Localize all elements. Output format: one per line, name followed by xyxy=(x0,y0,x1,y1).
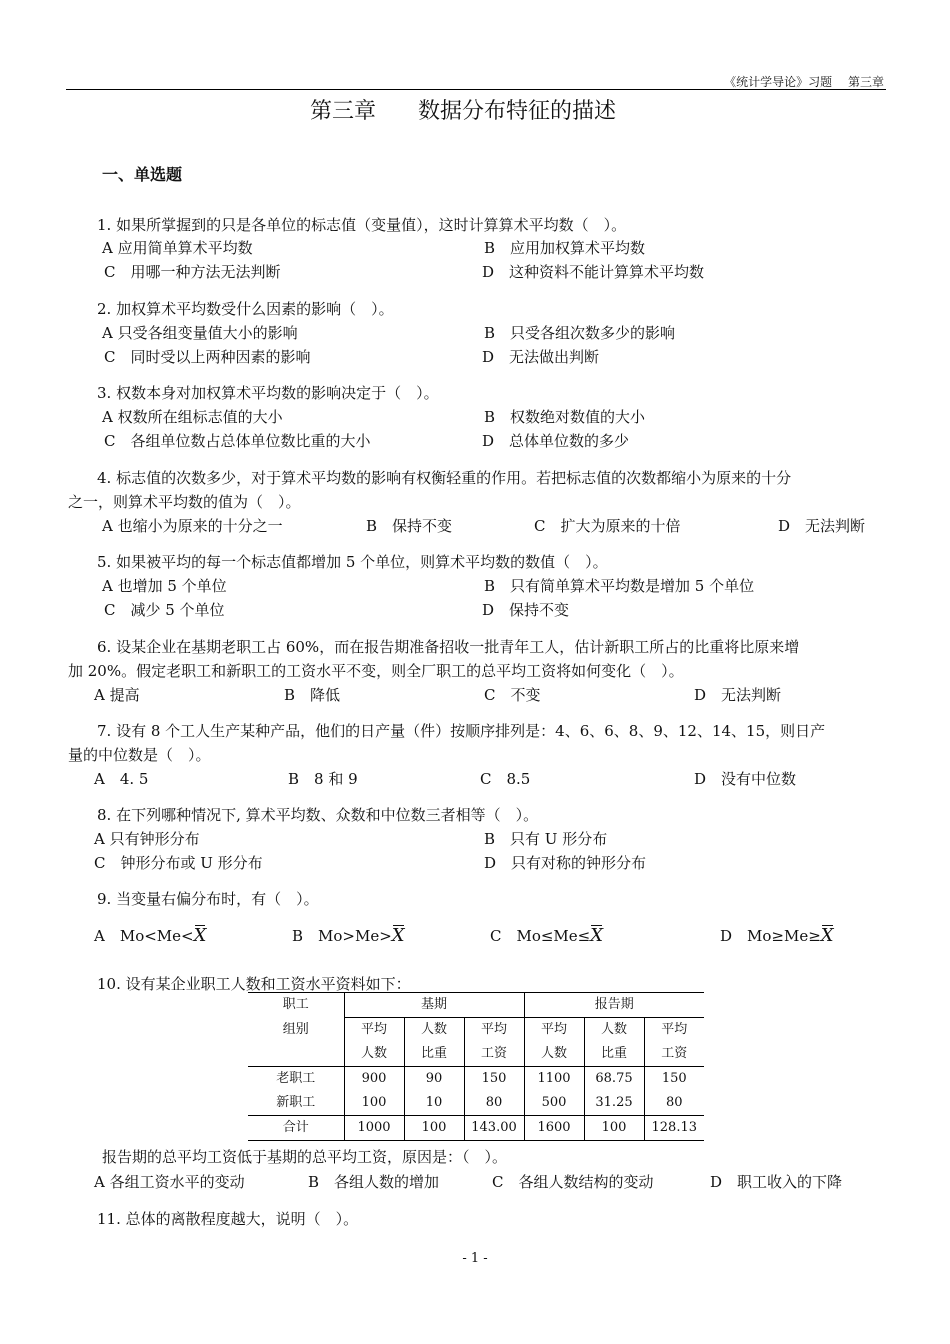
question-7-stem-line2: 量的中位数是（ ）。 xyxy=(68,746,211,764)
q4-option-a: A 也缩小为原来的十分之一 xyxy=(102,517,283,535)
q7-option-b: B 8 和 9 xyxy=(288,770,358,788)
row-label: 合计 xyxy=(248,1116,344,1141)
table-cell: 1100 xyxy=(524,1067,584,1092)
question-7-stem-line1: 7. 设有 8 个工人生产某种产品，他们的日产量（件）按顺序排列是：4、6、6、8、9、12、14、15，则日产 xyxy=(97,722,826,740)
table-subheader: 比重 xyxy=(584,1042,644,1067)
table-row xyxy=(248,1116,704,1141)
table-subheader: 平均 xyxy=(464,1018,524,1043)
q8-option-b: B 只有 U 形分布 xyxy=(484,830,608,848)
q9-option-b: B Mo>Me>X xyxy=(292,925,405,946)
question-5-stem: 5. 如果被平均的每一个标志值都增加 5 个单位，则算术平均数的数值（ ）。 xyxy=(97,553,608,571)
table-cell: 1000 xyxy=(344,1116,404,1141)
question-10-stem: 10. 设有某企业职工人数和工资水平资料如下： xyxy=(97,975,411,993)
table-cell: 68.75 xyxy=(584,1067,644,1092)
table-cell: 90 xyxy=(404,1067,464,1092)
table-cell: 150 xyxy=(464,1067,524,1092)
running-header: 《统计学导论》习题 第三章 xyxy=(724,75,884,89)
table-cell: 80 xyxy=(644,1091,704,1116)
question-3-stem: 3. 权数本身对加权算术平均数的影响决定于（ ）。 xyxy=(97,384,439,402)
table-row xyxy=(248,1091,704,1116)
q5-option-b: B 只有简单算术平均数是增加 5 个单位 xyxy=(484,577,755,595)
table-cell: 100 xyxy=(584,1116,644,1141)
q3-option-c: C 各组单位数占总体单位数比重的大小 xyxy=(104,432,371,450)
page-number: - 1 - xyxy=(462,1251,488,1266)
q7-option-a: A 4. 5 xyxy=(94,770,149,788)
x-bar-symbol: X xyxy=(193,925,207,946)
q4-option-c: C 扩大为原来的十倍 xyxy=(534,517,681,535)
table-row xyxy=(248,1067,704,1092)
table-subheader: 人数 xyxy=(524,1042,584,1067)
question-4-stem-line2: 之一，则算术平均数的值为（ ）。 xyxy=(68,493,301,511)
q5-option-a: A 也增加 5 个单位 xyxy=(102,577,227,595)
question-4-stem-line1: 4. 标志值的次数多少，对于算术平均数的影响有权衡轻重的作用。若把标志值的次数都缩小为原来的十分 xyxy=(97,469,792,487)
q6-option-c: C 不变 xyxy=(484,686,541,704)
table-cell: 10 xyxy=(404,1091,464,1116)
q1-option-c: C 用哪一种方法无法判断 xyxy=(104,263,281,281)
q8-option-a: A 只有钟形分布 xyxy=(94,830,200,848)
q2-option-b: B 只受各组次数多少的影响 xyxy=(484,324,676,342)
row-label: 老职工 xyxy=(276,1071,316,1086)
q4-option-b: B 保持不变 xyxy=(366,517,453,535)
q9-option-d: D Mo≥Me≥X xyxy=(720,925,834,946)
x-bar-symbol: X xyxy=(391,925,405,946)
table-cell: 900 xyxy=(344,1067,404,1092)
table-subheader: 人数 xyxy=(404,1018,464,1043)
q2-option-d: D 无法做出判断 xyxy=(482,348,600,366)
table-corner-line2: 组别 xyxy=(282,1021,309,1037)
question-2-stem: 2. 加权算术平均数受什么因素的影响（ ）。 xyxy=(97,300,394,318)
q10-option-d: D 职工收入的下降 xyxy=(710,1173,843,1191)
q1-option-b: B 应用加权算术平均数 xyxy=(484,239,646,257)
q8-option-d: D 只有对称的钟形分布 xyxy=(484,854,647,872)
table-cell: 100 xyxy=(344,1091,404,1116)
table-cell: 143.00 xyxy=(464,1116,524,1141)
q7-option-d: D 没有中位数 xyxy=(694,770,797,788)
q7-option-c: C 8.5 xyxy=(480,770,531,788)
question-6-stem-line2: 加 20%。假定老职工和新职工的工资水平不变，则全厂职工的总平均工资将如何变化（ ）。 xyxy=(68,662,684,680)
q10-option-b: B 各组人数的增加 xyxy=(308,1173,440,1191)
q3-option-d: D 总体单位数的多少 xyxy=(482,432,630,450)
q3-option-b: B 权数绝对数值的大小 xyxy=(484,408,646,426)
table-subheader: 比重 xyxy=(404,1042,464,1067)
table-subheader: 人数 xyxy=(584,1018,644,1043)
x-bar-symbol: X xyxy=(820,925,834,946)
q6-option-d: D 无法判断 xyxy=(694,686,782,704)
question-9-stem: 9. 当变量右偏分布时，有（ ）。 xyxy=(97,890,319,908)
question-1-stem: 1. 如果所掌握到的只是各单位的标志值（变量值），这时计算算术平均数（ ）。 xyxy=(97,216,627,234)
table-cell: 31.25 xyxy=(584,1091,644,1116)
table-cell: 500 xyxy=(524,1091,584,1116)
table-group-report: 报告期 xyxy=(524,993,704,1018)
table-subheader: 人数 xyxy=(344,1042,404,1067)
chapter-title: 数据分布特征的描述 xyxy=(418,99,617,124)
table-cell: 100 xyxy=(404,1116,464,1141)
q1-option-a: A 应用简单算术平均数 xyxy=(102,239,253,257)
section-heading: 一、单选题 xyxy=(102,165,183,184)
q10-option-c: C 各组人数结构的变动 xyxy=(492,1173,654,1191)
q2-option-c: C 同时受以上两种因素的影响 xyxy=(104,348,311,366)
table-subheader: 工资 xyxy=(644,1042,704,1067)
q9-option-c: C Mo≤Me≤X xyxy=(490,925,604,946)
q9-option-a: A Mo<Me<X xyxy=(94,925,207,946)
q4-option-d: D 无法判断 xyxy=(778,517,866,535)
question-11-stem: 11. 总体的离散程度越大，说明（ ）。 xyxy=(97,1210,359,1228)
q6-option-a: A 提高 xyxy=(94,686,140,704)
q3-option-a: A 权数所在组标志值的大小 xyxy=(102,408,283,426)
table-cell: 128.13 xyxy=(644,1116,704,1141)
table-subheader: 平均 xyxy=(524,1018,584,1043)
q6-option-b: B 降低 xyxy=(284,686,341,704)
question-10-follow: 报告期的总平均工资低于基期的总平均工资，原因是：（ ）。 xyxy=(102,1148,508,1166)
table-cell: 1600 xyxy=(524,1116,584,1141)
question-8-stem: 8. 在下列哪种情况下, 算术平均数、众数和中位数三者相等（ ）。 xyxy=(97,806,539,824)
table-corner-line1: 职工 xyxy=(248,993,344,1018)
table-subheader: 平均 xyxy=(644,1018,704,1043)
header-rule xyxy=(66,89,886,90)
q5-option-d: D 保持不变 xyxy=(482,601,570,619)
q1-option-d: D 这种资料不能计算算术平均数 xyxy=(482,263,705,281)
table-subheader: 工资 xyxy=(464,1042,524,1067)
q2-option-a: A 只受各组变量值大小的影响 xyxy=(102,324,298,342)
q10-option-a: A 各组工资水平的变动 xyxy=(94,1173,245,1191)
table-cell: 80 xyxy=(464,1091,524,1116)
table-group-base: 基期 xyxy=(344,993,524,1018)
chapter-number: 第三章 xyxy=(310,99,377,124)
question-6-stem-line1: 6. 设某企业在基期老职工占 60%，而在报告期准备招收一批青年工人，估计新职工所占的比重将比原来增 xyxy=(97,638,800,656)
q8-option-c: C 钟形分布或 U 形分布 xyxy=(94,854,263,872)
x-bar-symbol: X xyxy=(590,925,604,946)
row-label: 新职工 xyxy=(248,1091,344,1116)
q5-option-c: C 减少 5 个单位 xyxy=(104,601,225,619)
wage-table xyxy=(248,992,704,1141)
table-cell: 150 xyxy=(644,1067,704,1092)
table-subheader: 平均 xyxy=(344,1018,404,1043)
